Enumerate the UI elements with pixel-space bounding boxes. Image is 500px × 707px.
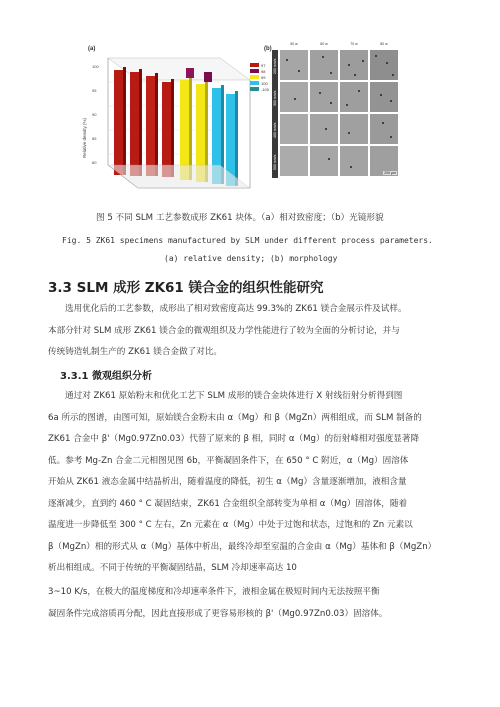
legend-swatch — [250, 63, 259, 67]
text-line: β（MgZn）相的形式从 α（Mg）基体中析出，最终冷却至室温的合金由 α（Mg）基体和 β（MgZn） — [48, 541, 437, 552]
column-header: 80 w — [380, 42, 388, 46]
legend-swatch — [250, 87, 259, 91]
micrograph — [310, 114, 338, 144]
micrograph — [340, 50, 368, 80]
text-line: 传统铸造轧制生产的 ZK61 镁合金做了对比。 — [48, 347, 223, 357]
legend-swatch — [250, 75, 259, 79]
micrograph — [340, 82, 368, 112]
text-line: 低。参考 Mg-Zn 合金二元相图见图 6b，平衡凝固条件下，在 650 ° C 附近，α（Mg）固溶体 — [48, 455, 409, 466]
row-header: 400 mm/s — [273, 122, 277, 138]
micrograph — [370, 114, 398, 144]
bar-top-magenta — [186, 68, 194, 78]
micrograph — [370, 50, 398, 80]
bar-row-red — [114, 67, 174, 177]
section-heading: 3.3 SLM 成形 ZK61 镁合金的组织性能研究 — [48, 280, 324, 296]
micrograph — [310, 82, 338, 112]
row-header: 500 mm/s — [273, 154, 277, 170]
scale-bar: 200 μm — [384, 171, 396, 175]
column-header: 70 w — [350, 42, 358, 46]
column-header: 60 w — [320, 42, 328, 46]
figure-caption-en-line1: Fig. 5 ZK61 specimens manufactured by SLM under different process parameters. — [62, 236, 433, 245]
legend-item: 99 — [250, 74, 269, 80]
text-line: 3~10 K/s，在极大的温度梯度和冷却速率条件下，液相金属在极短时间内无法按照平衡 — [48, 587, 380, 597]
micrograph — [280, 114, 308, 144]
subsection-heading: 3.3.1 微观组织分析 — [60, 371, 152, 382]
column-headers — [280, 42, 398, 46]
micrograph — [310, 146, 338, 176]
micrograph — [280, 50, 308, 80]
row-header: 300 mm/s — [273, 90, 277, 106]
chart-legend — [250, 62, 269, 92]
text-line: 选用优化后的工艺参数，成形出了相对致密度高达 99.3%的 ZK61 镁合金展示件及试样。 — [65, 304, 407, 314]
figure-5: (a) Relative density (%) 100 95 90 85 80 97 98 99 100 -100 (b) 50 w 60 w 70 w 80 w 200 μm 200 mm/s 300 mm/s 400 mm/s 500 mm/s — [82, 40, 420, 200]
body-paragraph — [48, 386, 452, 580]
column-header: 50 w — [290, 42, 298, 46]
micrograph — [370, 82, 398, 112]
text-line: 6a 所示的图谱，由图可知，原始镁合金粉末由 α（Mg）和 β（MgZn）两相组成，而 SLM 制备的 — [48, 412, 422, 423]
micrograph — [370, 146, 398, 176]
legend-item: 98 — [250, 68, 269, 74]
text-line: 凝固条件完成溶质再分配，因此直接形成了更容易形核的 β'（Mg0.97Zn0.03）固溶体。 — [48, 608, 388, 619]
text-line: 开始从 ZK61 液态金属中结晶析出，随着温度的降低，初生 α（Mg）含量逐渐增加，液相含量 — [48, 477, 407, 487]
text-line: 温度进一步降低至 300 ° C 左右，Zn 元素在 α（Mg）中处于过饱和状态，过饱和的 Zn 元素以 — [48, 520, 413, 530]
legend-item: 100 — [250, 80, 269, 86]
y-tick: 100 — [92, 64, 99, 69]
y-tick: 80 — [92, 160, 97, 165]
panel-b-label: (b) — [264, 46, 272, 52]
legend-item: 97 — [250, 62, 269, 68]
figure-caption-cn: 图 5 不同 SLM 工艺参数成形 ZK61 块体。（a）相对致密度；（b）光镜形貌 — [96, 213, 384, 223]
density-3d-bar-chart — [100, 50, 260, 195]
legend-swatch — [250, 81, 259, 85]
y-tick: 90 — [92, 112, 97, 117]
micrograph — [280, 146, 308, 176]
panel-a-label: (a) — [88, 46, 96, 52]
micrograph — [340, 114, 368, 144]
bar-top-magenta — [204, 72, 212, 82]
text-line: ZK61 合金中 β'（Mg0.97Zn0.03）代替了原来的 β 相，同时 α（Mg）的衍射峰相对强度显著降 — [48, 434, 420, 444]
legend-item: -100 — [250, 86, 269, 92]
figure-caption-en-line2: (a) relative density; (b) morphology — [164, 254, 338, 263]
row-header-strip — [272, 50, 278, 178]
text-line: 通过对 ZK61 原始粉末和优化工艺下 SLM 成形的镁合金块体进行 X 射线衍射分析得到图 — [65, 391, 403, 401]
micrograph-grid — [280, 50, 398, 176]
y-tick: 85 — [92, 136, 97, 141]
body-paragraph-continued — [48, 582, 452, 625]
micrograph — [310, 50, 338, 80]
text-line: 本部分针对 SLM 成形 ZK61 镁合金的微观组织及力学性能进行了较为全面的分析讨论，并与 — [48, 325, 400, 336]
text-line: 析出相组成。不同于传统的平衡凝固结晶，SLM 冷却速率高达 10 — [48, 563, 297, 573]
row-header: 200 mm/s — [273, 58, 277, 74]
micrograph — [340, 146, 368, 176]
legend-swatch — [250, 69, 259, 73]
text-line: 逐渐减少，直到约 460 ° C 凝固结束，ZK61 合金组织全部转变为单相 α（Mg）固溶体，随着 — [48, 498, 408, 509]
micrograph — [280, 82, 308, 112]
chart-back-plane — [108, 58, 250, 80]
y-tick: 95 — [92, 88, 97, 93]
intro-paragraph — [48, 299, 452, 364]
